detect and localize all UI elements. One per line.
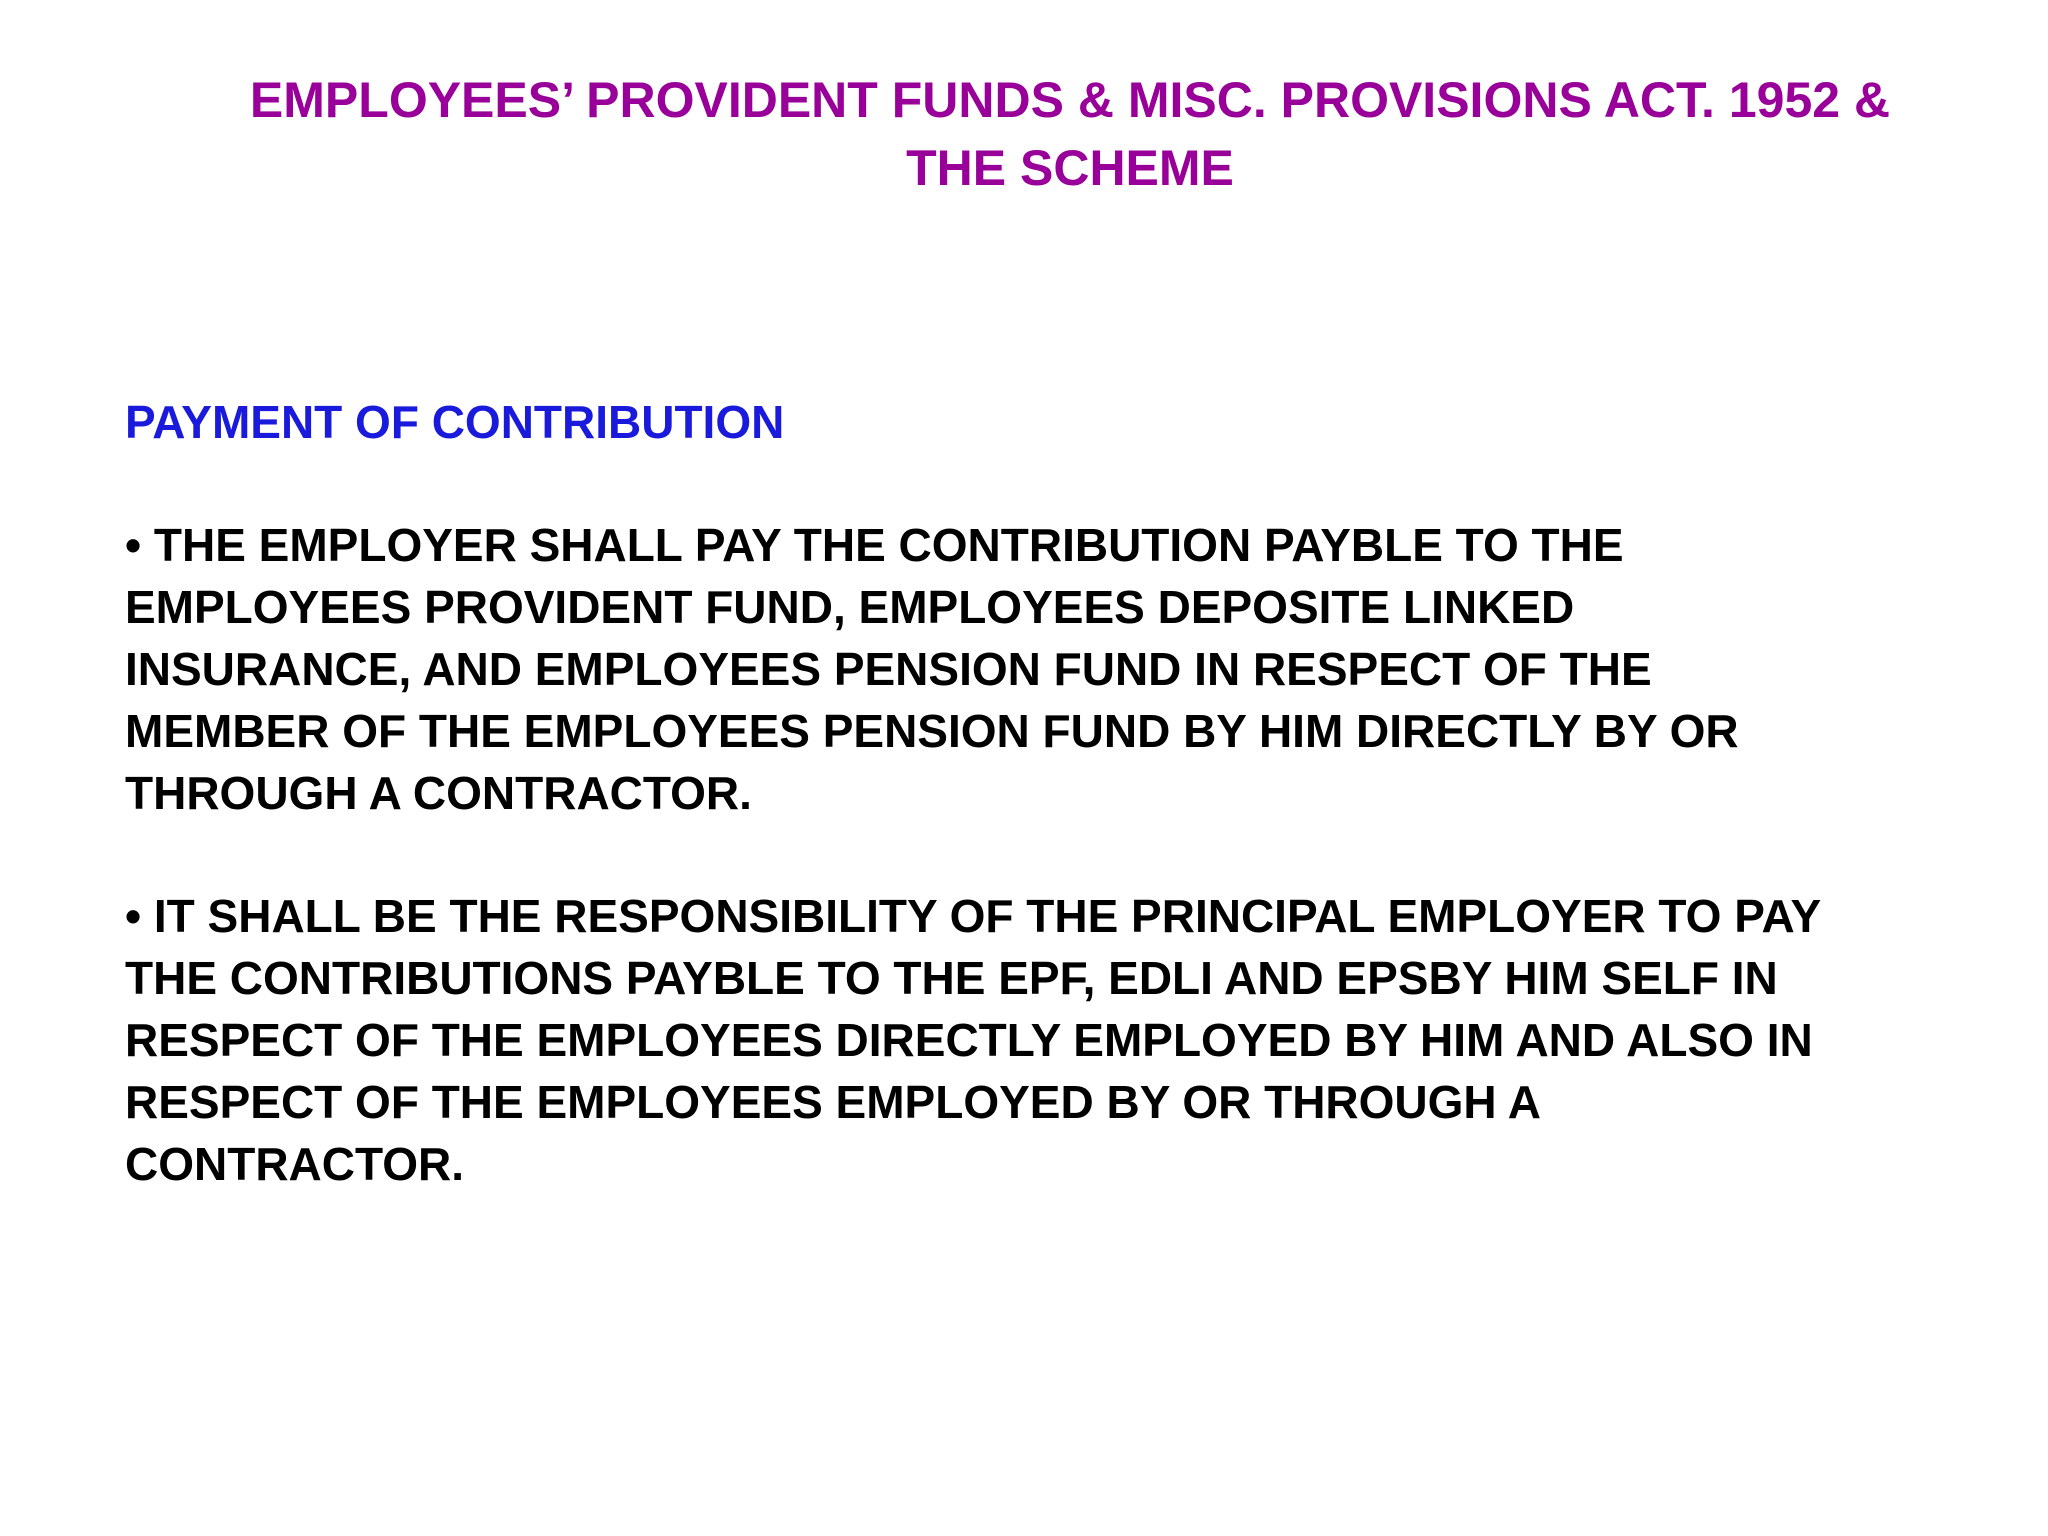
- bullet-1-line-1: • THE EMPLOYER SHALL PAY THE CONTRIBUTION PAYBLE TO THE: [125, 519, 1624, 571]
- bullet-2-line-5: CONTRACTOR.: [125, 1138, 465, 1190]
- bullet-1-line-2: EMPLOYEES PROVIDENT FUND, EMPLOYEES DEPOSITE LINKED: [125, 581, 1575, 633]
- bullet-2-line-2: THE CONTRIBUTIONS PAYBLE TO THE EPF, EDLI AND EPSBY HIM SELF IN: [125, 952, 1778, 1004]
- bullet-paragraph-2: [125, 885, 2025, 1195]
- bullet-2-line-3: RESPECT OF THE EMPLOYEES DIRECTLY EMPLOYED BY HIM AND ALSO IN: [125, 1014, 1813, 1066]
- slide-title-line-2: THE SCHEME: [906, 140, 1234, 196]
- bullet-2-line-1: • IT SHALL BE THE RESPONSIBILITY OF THE PRINCIPAL EMPLOYER TO PAY: [125, 890, 1822, 942]
- bullet-2-line-4: RESPECT OF THE EMPLOYEES EMPLOYED BY OR THROUGH A: [125, 1076, 1541, 1128]
- slide-title: [120, 66, 2020, 202]
- bullet-1-line-3: INSURANCE, AND EMPLOYEES PENSION FUND IN RESPECT OF THE: [125, 643, 1652, 695]
- section-heading: PAYMENT OF CONTRIBUTION: [125, 396, 785, 448]
- bullet-1-line-5: THROUGH A CONTRACTOR.: [125, 767, 752, 819]
- bullet-1-line-4: MEMBER OF THE EMPLOYEES PENSION FUND BY HIM DIRECTLY BY OR: [125, 705, 1739, 757]
- slide-title-line-1: EMPLOYEES’ PROVIDENT FUNDS & MISC. PROVISIONS ACT. 1952 &: [249, 72, 1891, 128]
- bullet-paragraph-1: [125, 514, 2025, 824]
